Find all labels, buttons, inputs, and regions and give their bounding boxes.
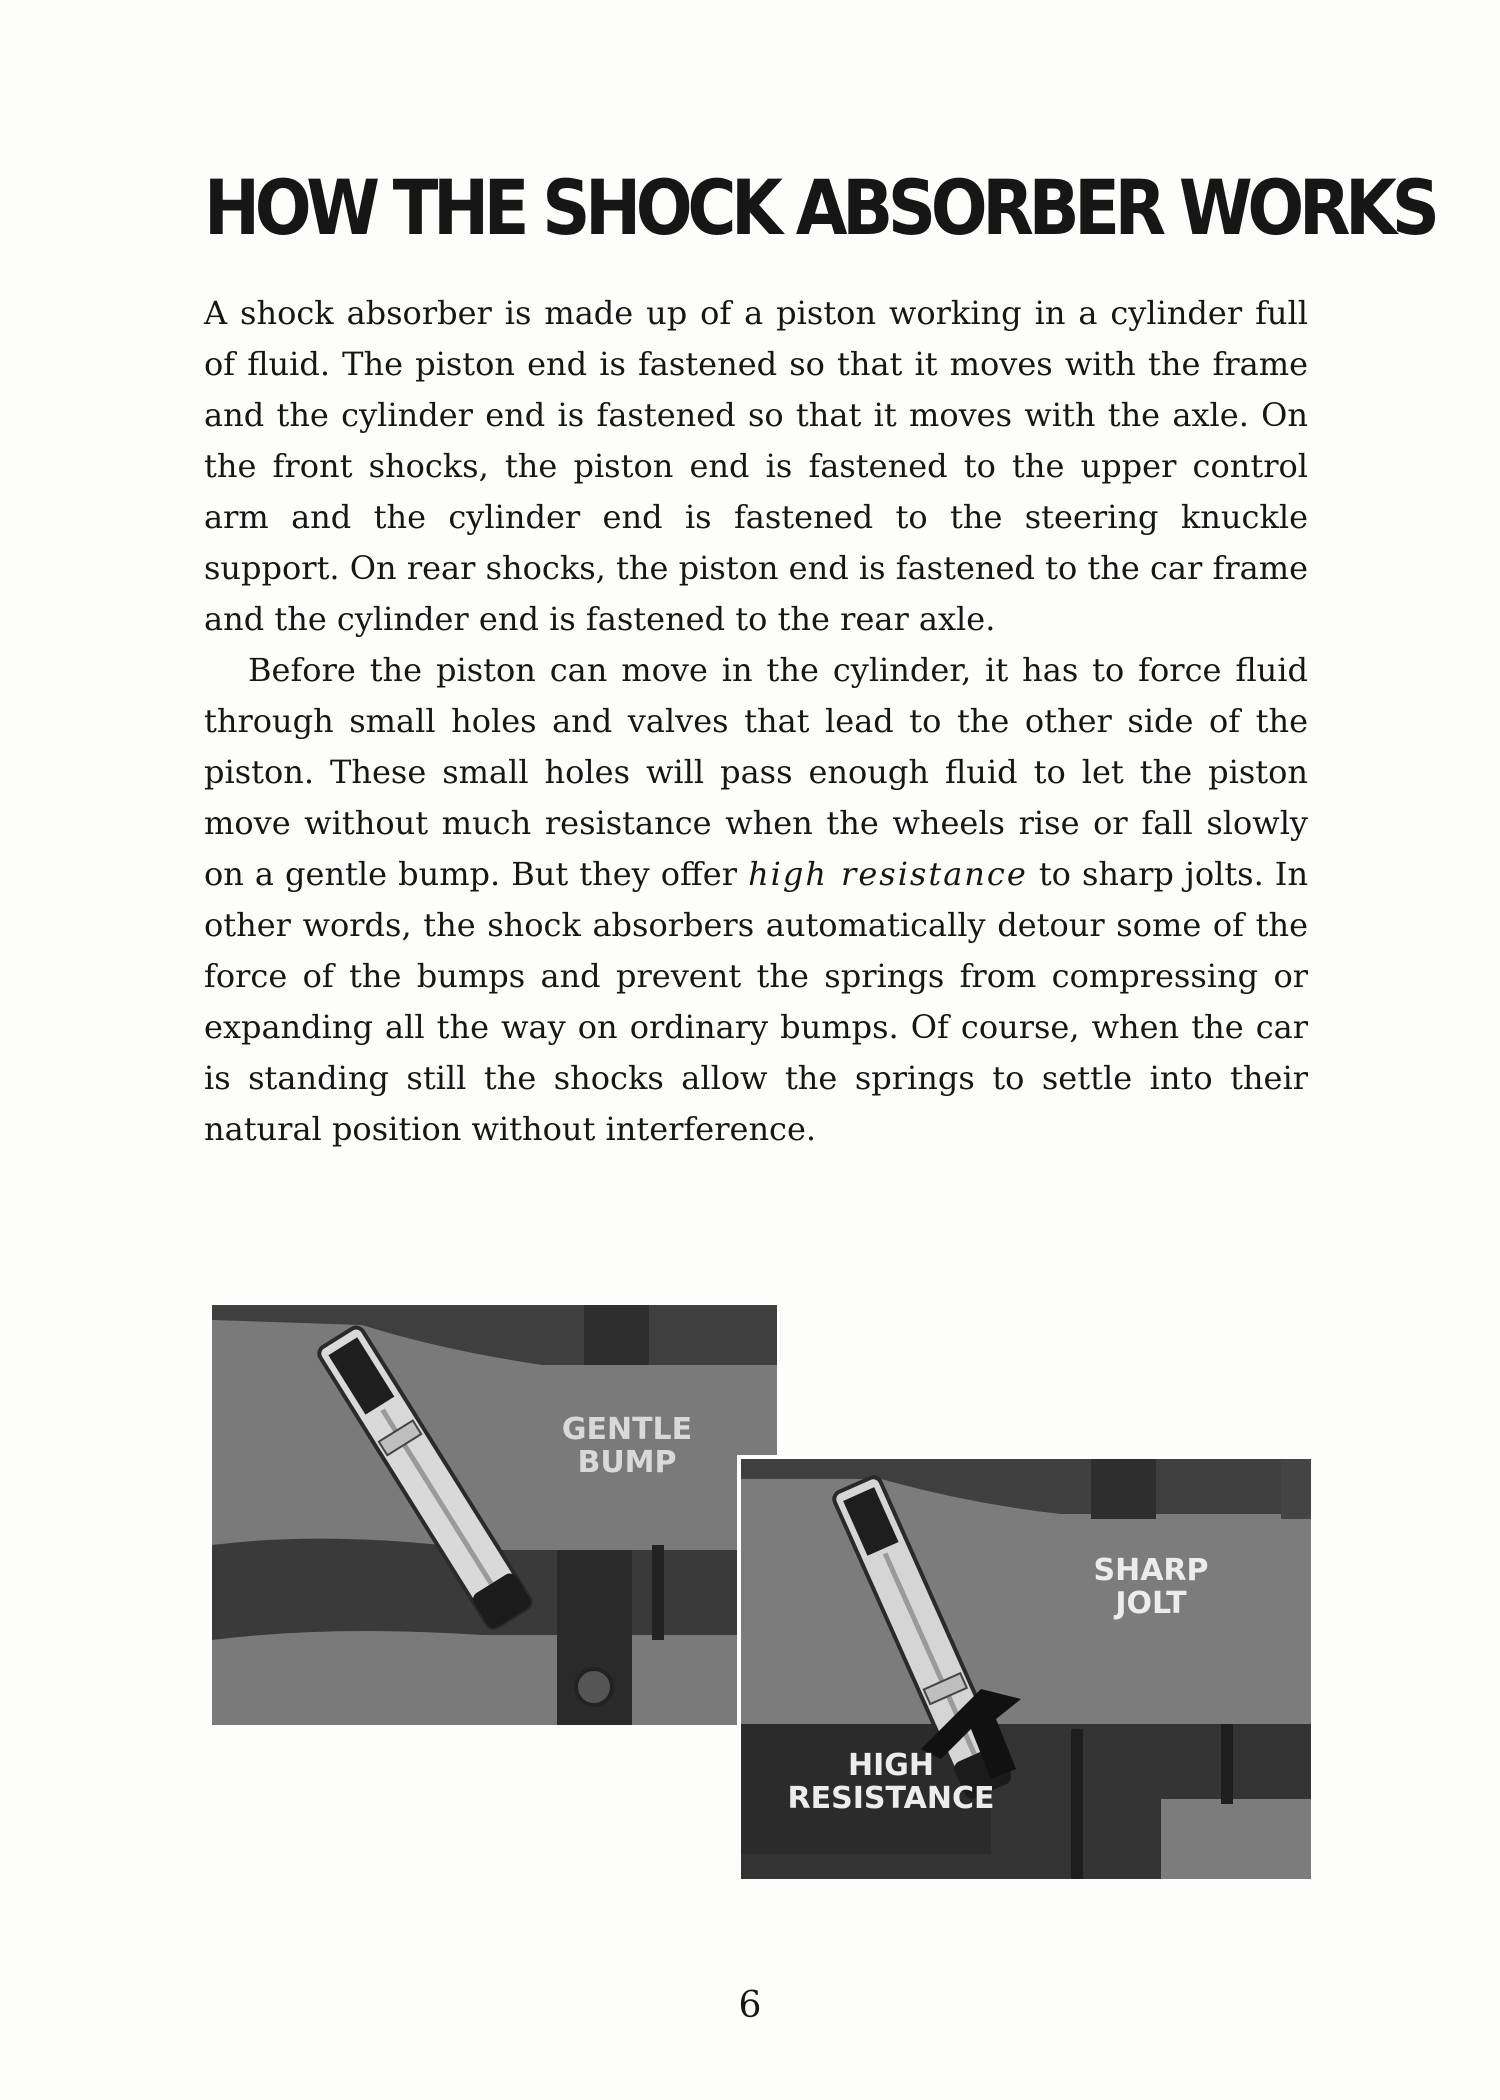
body-text xyxy=(204,288,1308,1155)
paragraph-2 xyxy=(204,645,1308,1155)
paragraph-2-text-start: Before the piston can move in the cylinder, it has to force fluid through small holes and valves that lead to the other side of the piston. These small holes will pass enough fluid to let the piston move without much resistance when the wheels rise or fall slowly on a gentle bump. But they offer xyxy=(204,651,1308,893)
label-high-resistance: HIGH RESISTANCE xyxy=(787,1748,995,1816)
label-gentle-bump: GENTLE BUMP xyxy=(561,1412,693,1480)
paragraph-2-text-end: to sharp jolts. In other words, the shock absorbers automatically detour some of the force of the bumps and prevent the springs from compressing or expanding all the way on ordinary bumps. Of course, when the car is standing still the shocks allow the springs to settle into their natural position without interference. xyxy=(204,855,1309,1148)
paragraph-1: A shock absorber is made up of a piston working in a cylinder full of fluid. The piston end is fastened so that it moves with the frame and the cylinder end is fastened so that it moves with the axle. On the front shocks, the piston end is fastened to the upper control arm and the cylinder end is fastened to the steering knuckle support. On rear shocks, the piston end is fastened to the car frame and the cylinder end is fastened to the rear axle. xyxy=(204,294,1308,638)
sharp-jolt-illustration xyxy=(737,1455,1311,1879)
page-number: 6 xyxy=(738,1985,762,2026)
emphasis-high-resistance: high resistance xyxy=(748,855,1028,893)
gentle-bump-illustration xyxy=(212,1305,777,1725)
page-heading: HOW THE SHOCK ABSORBER WORKS xyxy=(204,163,1435,252)
label-sharp-jolt: SHARP JOLT xyxy=(1093,1553,1209,1621)
